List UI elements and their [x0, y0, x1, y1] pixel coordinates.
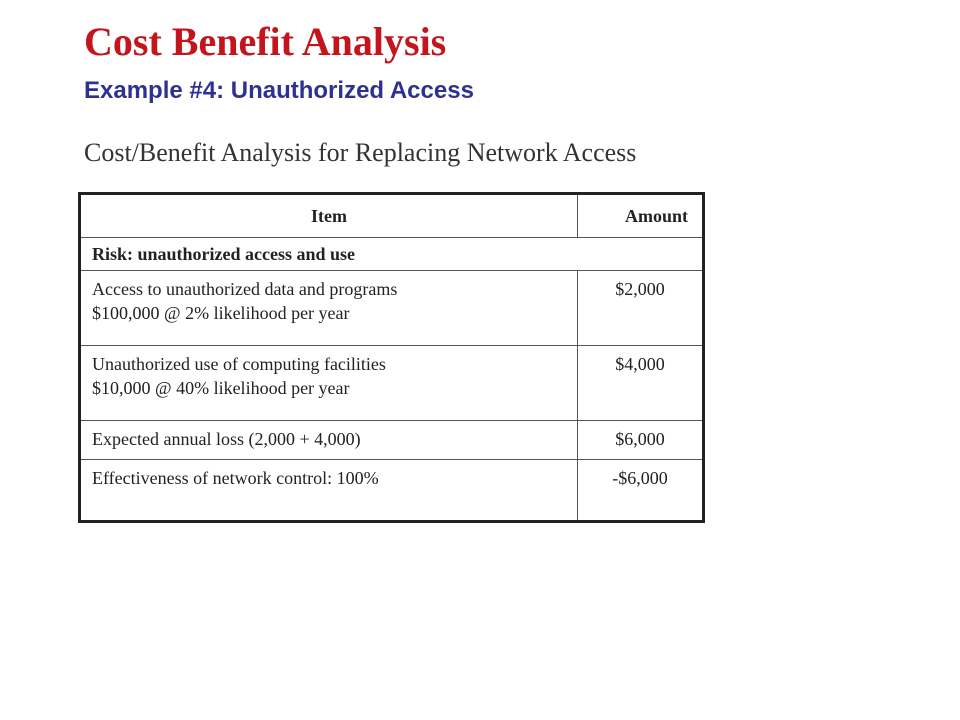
table-row [80, 346, 704, 421]
item-description: Unauthorized use of computing facilities [92, 354, 386, 374]
slide-title: Cost Benefit Analysis [84, 19, 447, 64]
item-column-header: Item [80, 194, 578, 238]
cost-benefit-table [78, 192, 705, 523]
amount-cell: -$6,000 [578, 460, 704, 522]
table-row [80, 271, 704, 346]
analysis-heading: Cost/Benefit Analysis for Replacing Network Access [84, 138, 637, 167]
slide-subtitle: Example #4: Unauthorized Access [84, 77, 474, 104]
item-detail: $100,000 @ 2% likelihood per year [92, 303, 350, 323]
item-cell: Expected annual loss (2,000 + 4,000) [80, 421, 578, 460]
table-row [80, 460, 704, 522]
item-cell [80, 271, 578, 346]
table-header-row [80, 194, 704, 238]
amount-cell: $4,000 [578, 346, 704, 421]
amount-cell: $2,000 [578, 271, 704, 346]
item-cell [80, 346, 578, 421]
risk-section-label: Risk: unauthorized access and use [80, 238, 704, 271]
table-row [80, 421, 704, 460]
item-detail: $10,000 @ 40% likelihood per year [92, 378, 350, 398]
item-description: Access to unauthorized data and programs [92, 279, 398, 299]
risk-section-row [80, 238, 704, 271]
amount-cell: $6,000 [578, 421, 704, 460]
amount-column-header: Amount [578, 194, 704, 238]
item-cell: Effectiveness of network control: 100% [80, 460, 578, 522]
